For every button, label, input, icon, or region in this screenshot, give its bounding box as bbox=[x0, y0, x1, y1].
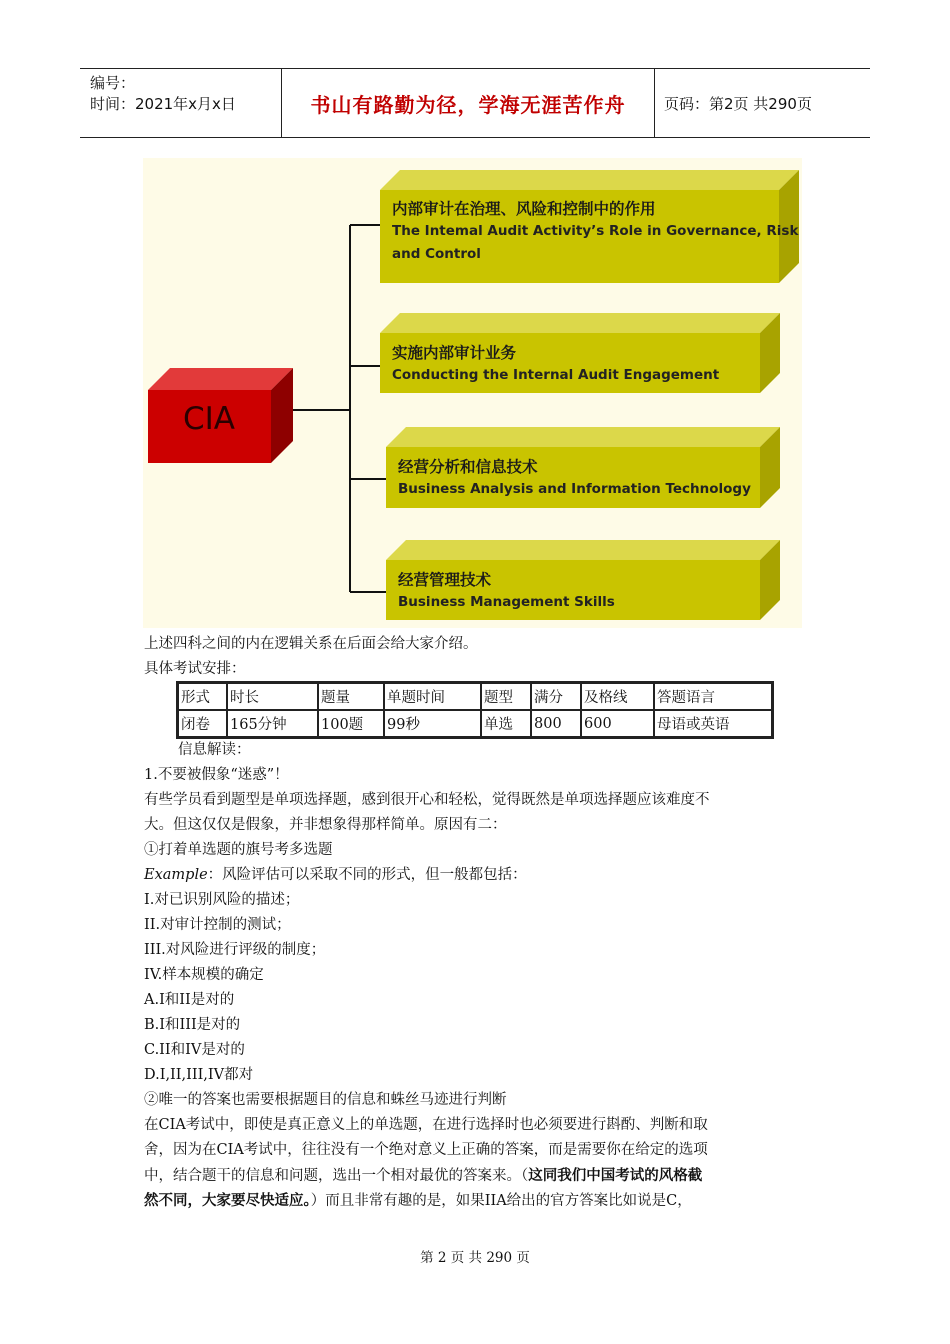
header-time-label: 时间：2021年x月x日 bbox=[90, 95, 236, 113]
header-page-info: 页码：第2页 共290页 bbox=[664, 94, 812, 113]
paragraph-2-line-4 bbox=[144, 1188, 692, 1214]
part-1-title-en-line1: The Intemal Audit Activity’s Role in Governance, Risk bbox=[392, 223, 799, 239]
header-divider bbox=[654, 69, 655, 137]
list-item: IV.样本规模的确定 bbox=[144, 967, 264, 983]
part-1-text bbox=[392, 198, 798, 266]
header-meta bbox=[90, 73, 236, 115]
list-item: III.对风险进行评级的制度； bbox=[144, 942, 326, 958]
table-cell: 165分钟 bbox=[227, 710, 318, 737]
table-cell: 单选 bbox=[481, 710, 531, 737]
table-header-cell: 单题时间 bbox=[384, 683, 481, 710]
table-cell: 99秒 bbox=[384, 710, 481, 737]
paragraph-2-line-3-plain: 中，结合题干的信息和问题，选出一个相对最优的答案来。（ bbox=[144, 1168, 529, 1184]
part-1-title-zh: 内部审计在治理、风险和控制中的作用 bbox=[392, 200, 656, 218]
table-cell: 600 bbox=[581, 710, 654, 737]
paragraph-1-line-1: 有些学员看到题型是单项选择题，感到很开心和轻松，觉得既然是单项选择题应该难度不 bbox=[144, 792, 710, 808]
example-line bbox=[144, 863, 527, 888]
exam-arrangement-table bbox=[176, 681, 774, 739]
info-heading: 信息解读： bbox=[178, 742, 251, 758]
point-1-heading: 1.不要被假象“迷惑”！ bbox=[144, 767, 289, 783]
option-c: C.II和IV是对的 bbox=[144, 1042, 245, 1058]
reason-2: ②唯一的答案也需要根据题目的信息和蛛丝马迹进行判断 bbox=[144, 1092, 507, 1108]
table-header-cell: 形式 bbox=[178, 683, 227, 710]
table-header-cell: 题型 bbox=[481, 683, 531, 710]
list-item: I.对已识别风险的描述； bbox=[144, 892, 300, 908]
part-3-title-en: Business Analysis and Information Technology bbox=[398, 481, 751, 497]
page-footer: 第 2 页 共 290 页 bbox=[420, 1250, 530, 1266]
paragraph-2-line-3 bbox=[144, 1163, 702, 1189]
example-text: ：风险评估可以采取不同的形式，但一般都包括： bbox=[207, 867, 527, 883]
part-2-text bbox=[392, 342, 719, 387]
part-1-title-en-line2: and Control bbox=[392, 246, 481, 262]
paragraph-1-line-2: 大。但这仅仅是假象，并非想象得那样简单。原因有二： bbox=[144, 817, 507, 833]
paragraph-2-line-2: 舍，因为在CIA考试中，往往没有一个绝对意义上正确的答案，而是需要你在给定的选项 bbox=[144, 1142, 708, 1158]
table-header-row bbox=[178, 683, 772, 710]
paragraph-2-line-1: 在CIA考试中，即使是真正意义上的单选题，在进行选择时也必须要进行斟酌、判断和取 bbox=[144, 1117, 708, 1133]
table-cell: 800 bbox=[531, 710, 581, 737]
option-d: D.I,II,III,IV都对 bbox=[144, 1067, 254, 1083]
part-2-title-zh: 实施内部审计业务 bbox=[392, 344, 517, 362]
header-motto: 书山有路勤为径，学海无涯苦作舟 bbox=[310, 92, 626, 117]
connector-lines bbox=[291, 225, 386, 592]
table-header-cell: 题量 bbox=[318, 683, 384, 710]
part-3-title-zh: 经营分析和信息技术 bbox=[398, 458, 538, 476]
table-cell: 闭卷 bbox=[178, 710, 227, 737]
option-b: B.I和III是对的 bbox=[144, 1017, 241, 1033]
paragraph-2-line-3-bold: 这同我们中国考试的风格截 bbox=[528, 1167, 703, 1184]
paragraph-2-line-4-bold: 然不同，大家要尽快适应。 bbox=[144, 1192, 311, 1209]
option-a: A.I和II是对的 bbox=[144, 992, 235, 1008]
cia-root-label: CIA bbox=[183, 401, 235, 437]
part-3-text bbox=[398, 456, 751, 501]
table-header-cell: 及格线 bbox=[581, 683, 654, 710]
list-item: II.对审计控制的测试； bbox=[144, 917, 291, 933]
table-row bbox=[178, 710, 772, 737]
table-header-cell: 答题语言 bbox=[654, 683, 772, 710]
page-header bbox=[80, 68, 870, 138]
header-code-label: 编号： bbox=[90, 74, 136, 92]
table-header-cell: 时长 bbox=[227, 683, 318, 710]
paragraph-2-line-4-plain: ）而且非常有趣的是，如果IIA给出的官方答案比如说是C， bbox=[310, 1193, 692, 1209]
table-cell: 母语或英语 bbox=[654, 710, 772, 737]
part-4-title-zh: 经营管理技术 bbox=[398, 571, 492, 589]
intro-line: 上述四科之间的内在逻辑关系在后面会给大家介绍。 bbox=[144, 636, 478, 652]
cia-structure-diagram bbox=[143, 158, 802, 628]
part-4-text bbox=[398, 569, 615, 614]
example-label: Example bbox=[144, 867, 208, 883]
part-4-title-en: Business Management Skills bbox=[398, 594, 615, 610]
exam-schedule-label: 具体考试安排： bbox=[144, 661, 246, 677]
table-cell: 100题 bbox=[318, 710, 384, 737]
table-header-cell: 满分 bbox=[531, 683, 581, 710]
part-2-title-en: Conducting the Internal Audit Engagement bbox=[392, 367, 720, 383]
reason-1: ①打着单选题的旗号考多选题 bbox=[144, 842, 333, 858]
